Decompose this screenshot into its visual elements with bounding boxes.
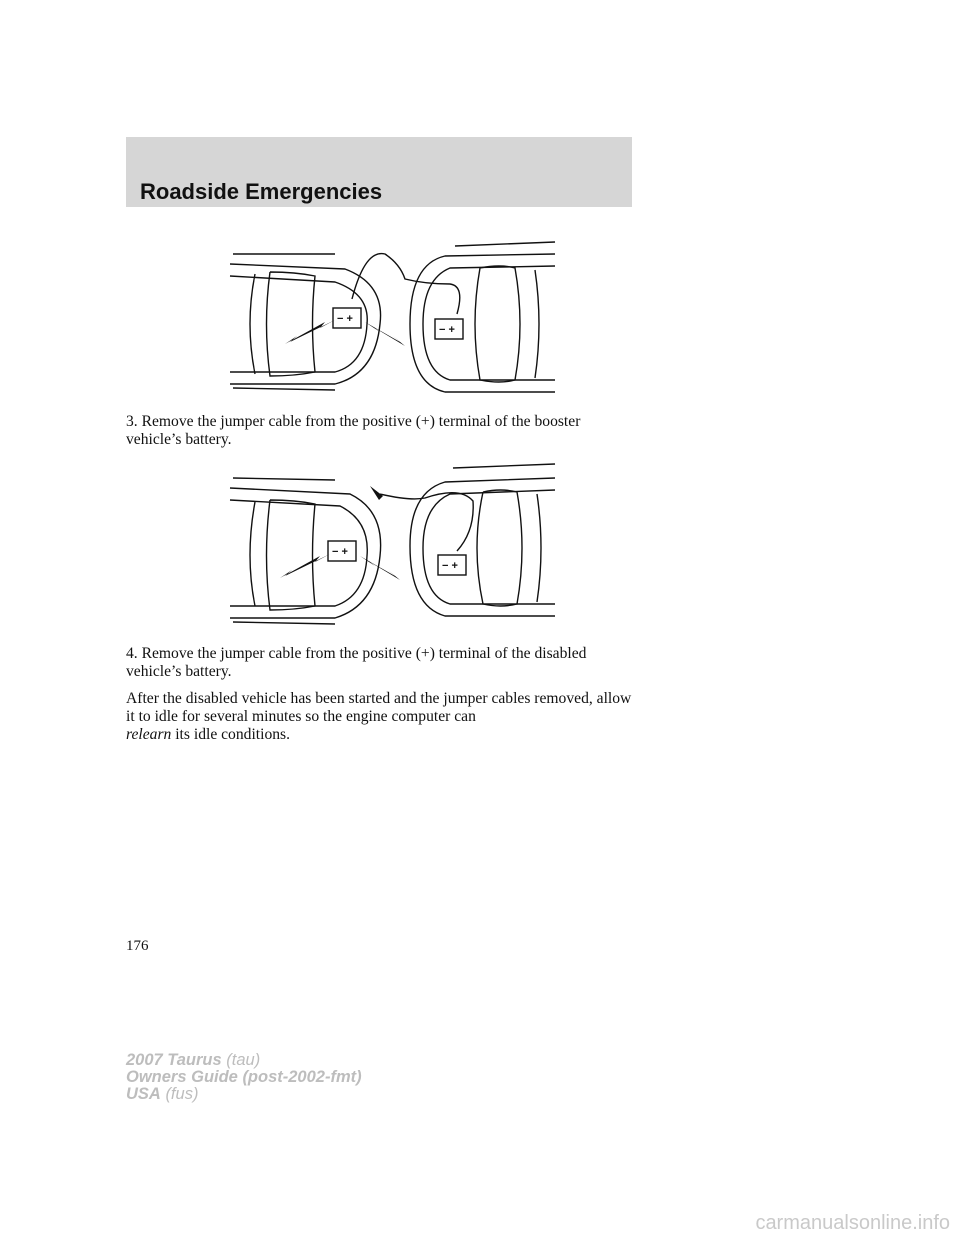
section-title: Roadside Emergencies [140, 179, 383, 204]
right-car-outline [410, 254, 555, 392]
jump-start-diagram-2 [225, 456, 560, 626]
section-header [126, 137, 632, 207]
battery-left-terminals: − + [337, 313, 353, 325]
svg-text:− +: − + [442, 560, 458, 572]
document-footer: 2007 Taurus (tau) Owners Guide (post-2002-fmt) USA (fus) [126, 1051, 362, 1103]
page-number: 176 [126, 938, 149, 954]
relearn-emphasis: relearn [126, 726, 172, 743]
jump-start-illustration-1 [225, 224, 560, 394]
step-3-text: 3. Remove the jumper cable from the positive (+) terminal of the booster vehicle’s battery. [126, 413, 581, 448]
watermark: carmanualsonline.info [755, 1212, 950, 1234]
step-4-text: 4. Remove the jumper cable from the positive (+) terminal of the disabled vehicle’s battery. [126, 645, 587, 680]
lightning-bolt-left [285, 320, 335, 344]
battery-right-terminals: − + [439, 324, 455, 336]
jump-start-diagram-1 [225, 224, 560, 394]
svg-text:− +: − + [332, 546, 348, 558]
after-start-note: After the disabled vehicle has been started and the jumper cables removed, allow it to idle for several minutes so the engine computer can relearn its idle conditions. [126, 690, 632, 743]
lightning-bolt-right [365, 322, 405, 346]
loose-cable-clamp [370, 486, 383, 500]
jump-start-illustration-2 [225, 456, 560, 626]
